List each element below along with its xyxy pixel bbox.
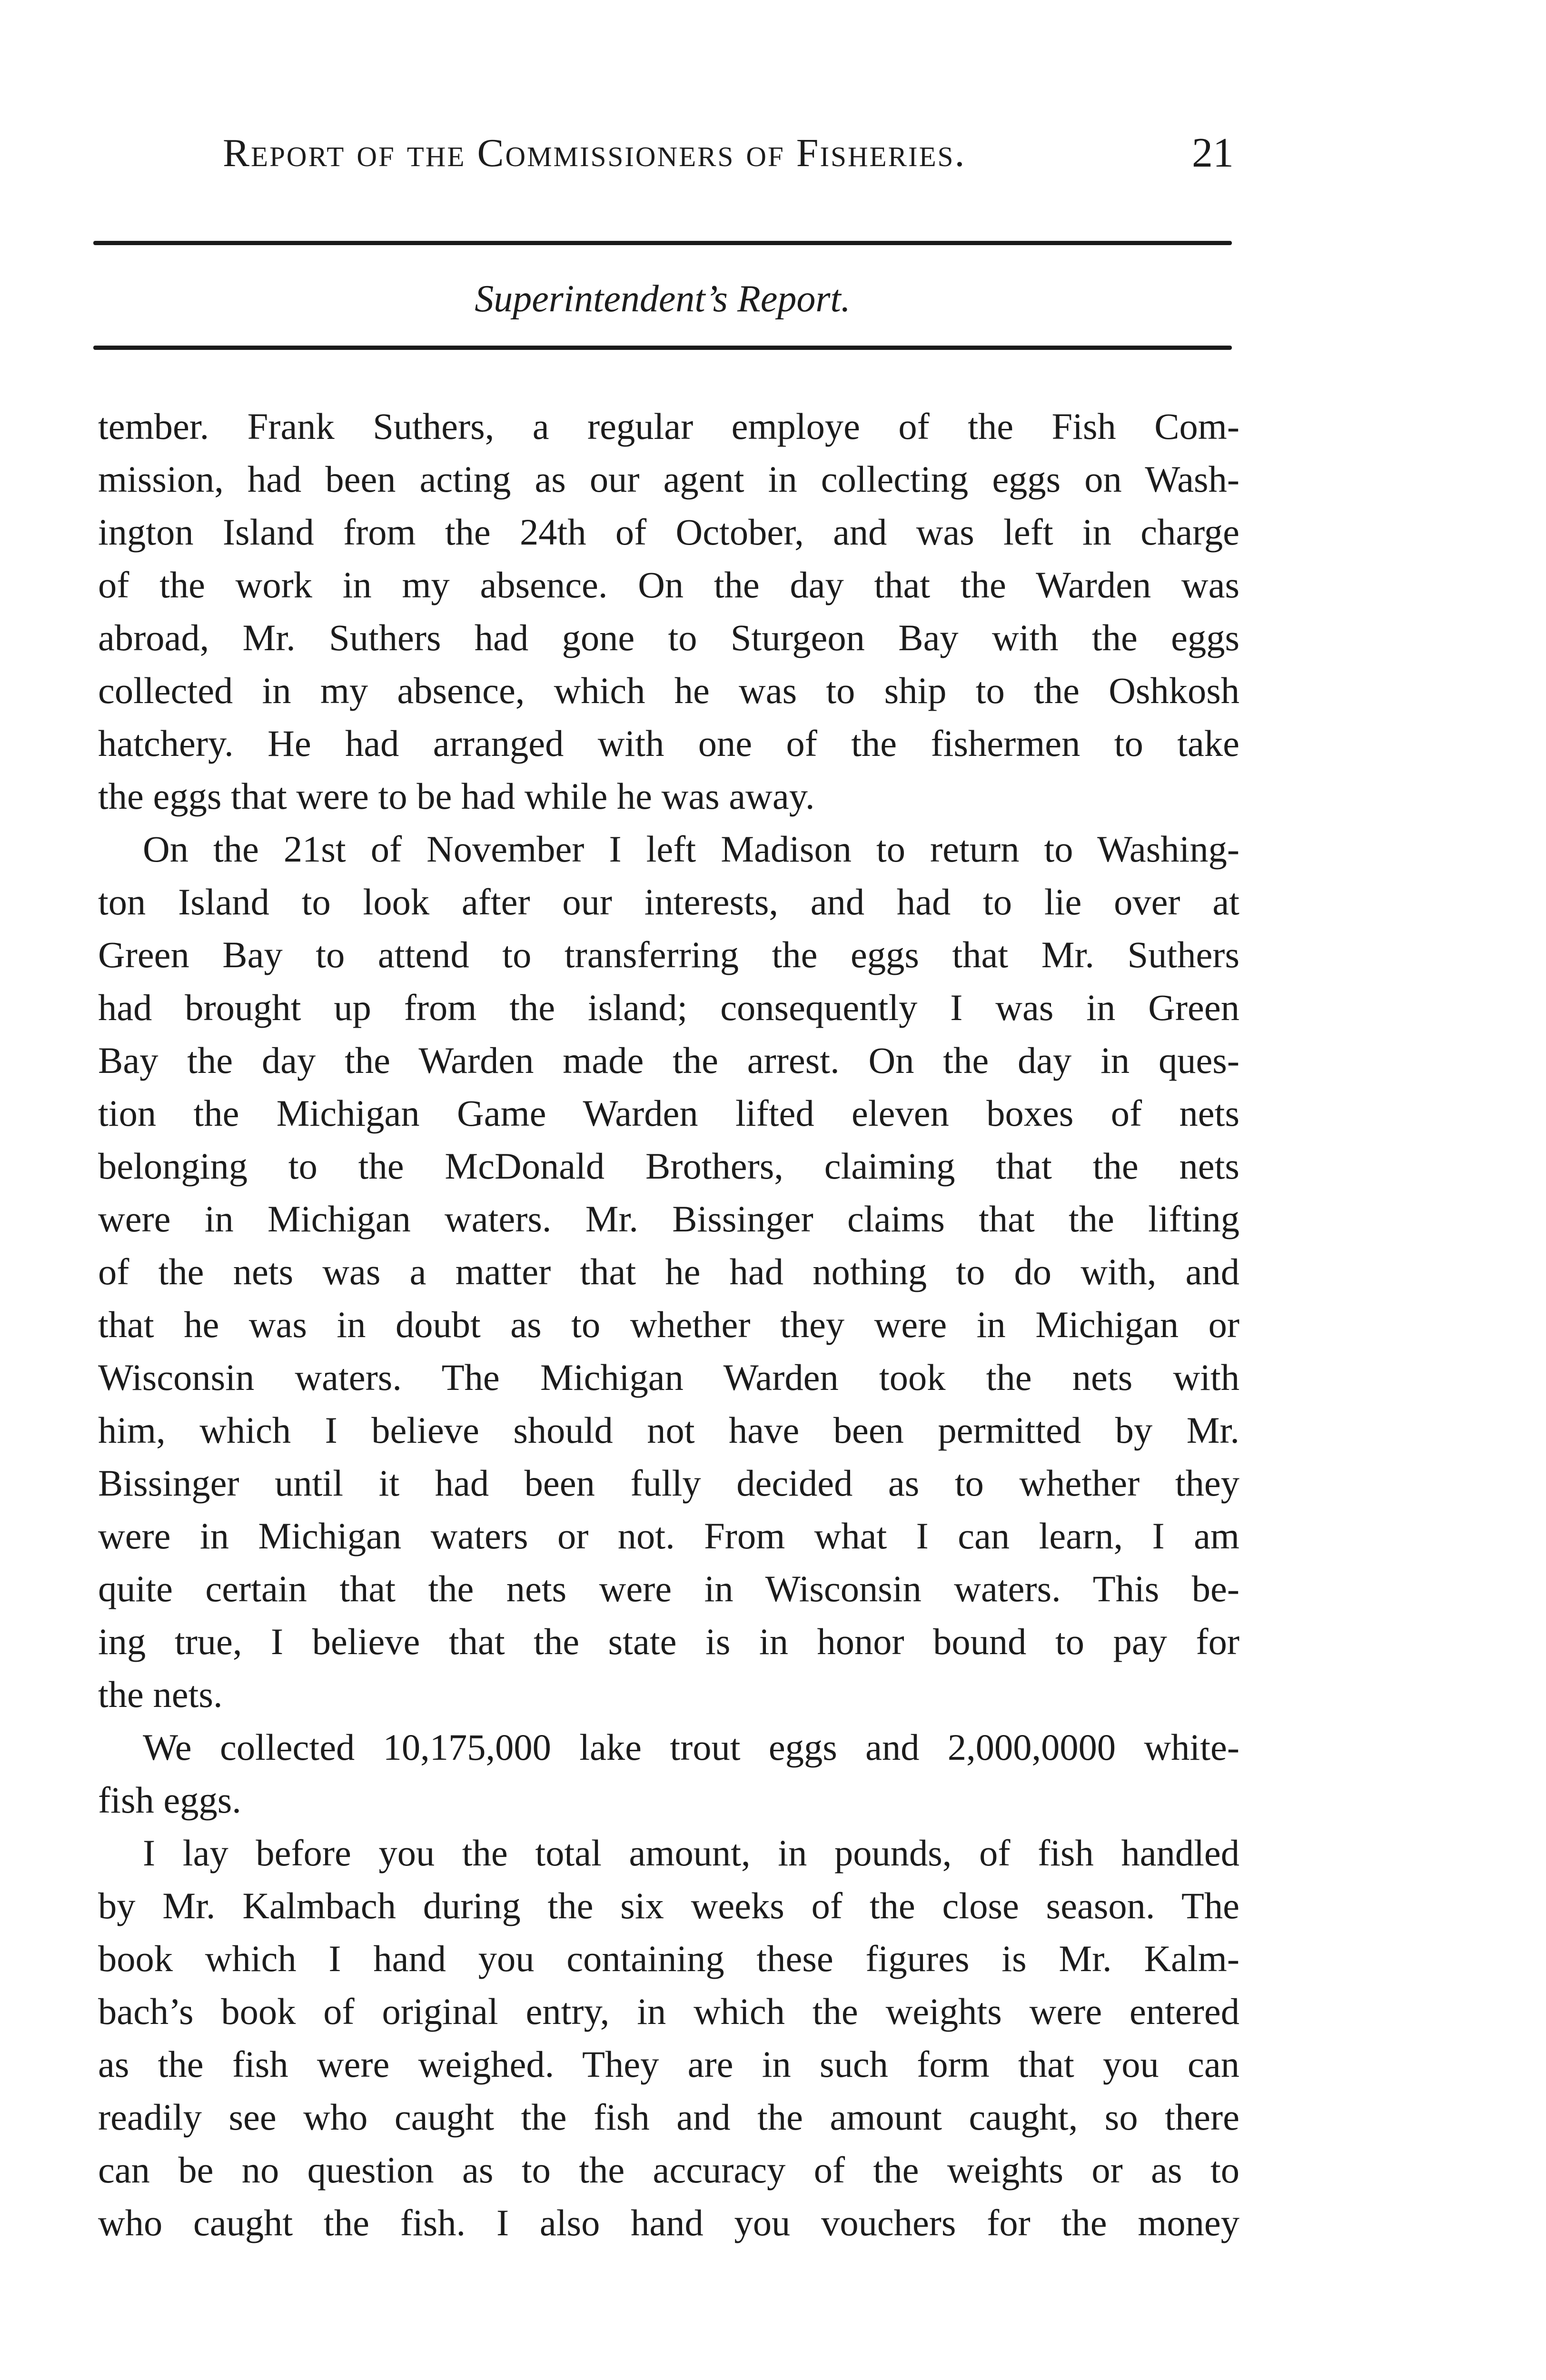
text-line: were in Michigan waters or not. From what I can learn, I am [98,1515,1239,1557]
header-rule-top [93,241,1232,245]
text-line: who caught the fish. I also hand you vouchers for the money [98,2202,1239,2243]
text-line: quite certain that the nets were in Wisconsin waters. This be- [98,1568,1239,1609]
text-line: readily see who caught the fish and the amount caught, so there [98,2096,1239,2138]
running-head: Report of the Commissioners of Fisheries. [223,131,966,175]
text-line: of the nets was a matter that he had nothing to do with, and [98,1251,1239,1292]
section-title: Superintendent’s Report. [475,278,851,320]
text-line: fish eggs. [98,1779,241,1821]
text-line: ing true, I believe that the state is in honor bound to pay for [98,1621,1239,1662]
text-line: abroad, Mr. Suthers had gone to Sturgeon Bay with the eggs [98,617,1239,658]
text-line: of the work in my absence. On the day that the Warden was [98,564,1239,605]
text-line: tember. Frank Suthers, a regular employe of the Fish Com- [98,406,1239,447]
text-line: mission, had been acting as our agent in collecting eggs on Wash- [98,458,1239,500]
text-line: book which I hand you containing these figures is Mr. Kalm- [98,1938,1239,1979]
text-line: bach’s book of original entry, in which the weights were entered [98,1991,1239,2032]
text-line: I lay before you the total amount, in pounds, of fish handled [143,1832,1239,1874]
text-line: had brought up from the island; consequently I was in Green [98,987,1239,1028]
text-line: were in Michigan waters. Mr. Bissinger claims that the lifting [98,1198,1239,1240]
header-rule-bottom [93,346,1232,350]
text-line: Wisconsin waters. The Michigan Warden took the nets with [98,1357,1239,1398]
text-line: can be no question as to the accuracy of the weights or as to [98,2149,1239,2191]
text-line: that he was in doubt as to whether they were in Michigan or [98,1304,1239,1345]
text-line: hatchery. He had arranged with one of the fishermen to take [98,723,1239,764]
text-line: ington Island from the 24th of October, and was left in charge [98,511,1239,553]
text-line: On the 21st of November I left Madison to return to Washing- [143,828,1239,870]
text-line: collected in my absence, which he was to ship to the Oshkosh [98,670,1239,711]
text-line: him, which I believe should not have been permitted by Mr. [98,1409,1239,1451]
text-line: Bissinger until it had been fully decided as to whether they [98,1462,1239,1504]
text-line: belonging to the McDonald Brothers, claiming that the nets [98,1145,1239,1187]
text-line: We collected 10,175,000 lake trout eggs and 2,000,0000 white- [143,1726,1239,1768]
text-line: by Mr. Kalmbach during the six weeks of the close season. The [98,1885,1239,1926]
text-line: tion the Michigan Game Warden lifted eleven boxes of nets [98,1092,1239,1134]
text-line: ton Island to look after our interests, and had to lie over at [98,881,1239,922]
text-line: as the fish were weighed. They are in such form that you can [98,2043,1239,2085]
body-text [98,400,1239,2249]
text-line: Green Bay to attend to transferring the eggs that Mr. Suthers [98,934,1239,975]
text-line: Bay the day the Warden made the arrest. On the day in ques- [98,1040,1239,1081]
text-line: the nets. [98,1674,223,1715]
text-line: the eggs that were to be had while he was away. [98,775,815,817]
page-number: 21 [1192,130,1234,176]
